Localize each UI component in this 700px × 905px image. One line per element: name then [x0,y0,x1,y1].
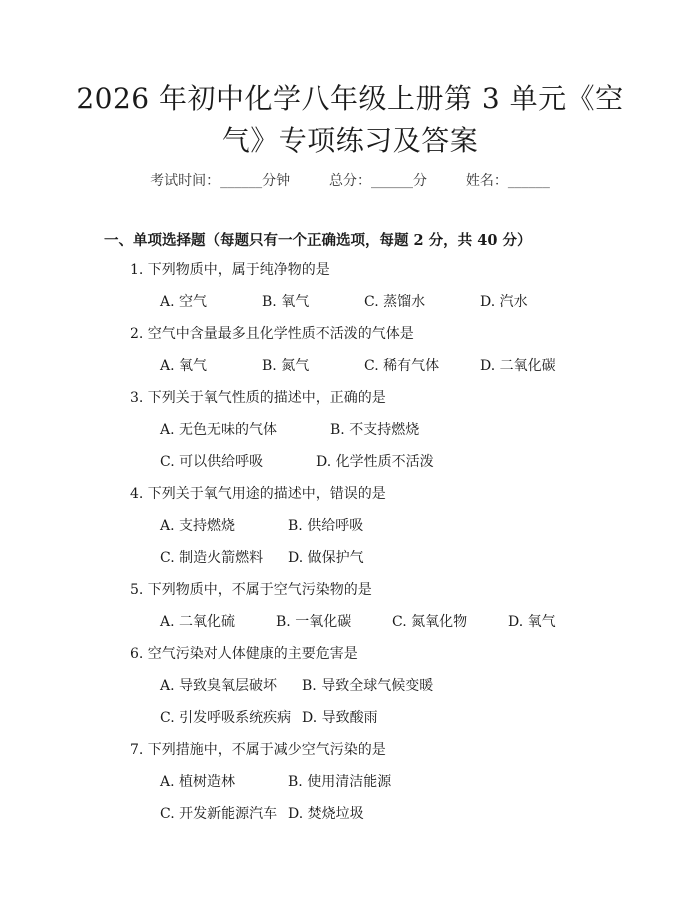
q4-option-c: C. 制造火箭燃料 [160,550,264,566]
total-score: 总分：______分 [329,173,427,189]
q7-option-c: C. 开发新能源汽车 [160,806,278,822]
q3-option-a: A. 无色无味的气体 [160,422,278,438]
question-6: 6. 空气污染对人体健康的主要危害是 [130,646,358,662]
document-title [60,78,640,162]
q2-option-d: D. 二氧化碳 [480,358,556,374]
question-1: 1. 下列物质中，属于纯净物的是 [130,262,330,278]
title-line-2: 气》专项练习及答案 [221,124,479,157]
q7-option-a: A. 植树造林 [160,774,236,790]
title-line-1: 2026 年初中化学八年级上册第 3 单元《空 [76,82,624,115]
q3-option-c: C. 可以供给呼吸 [160,454,264,470]
question-4: 4. 下列关于氧气用途的描述中，错误的是 [130,486,386,502]
q4-option-d: D. 做保护气 [288,550,364,566]
q1-option-b: B. 氧气 [262,294,310,310]
q7-option-b: B. 使用清洁能源 [288,774,392,790]
q2-option-c: C. 稀有气体 [364,358,440,374]
q1-option-d: D. 汽水 [480,294,528,310]
q5-option-b: B. 一氧化碳 [276,614,352,630]
q5-option-d: D. 氧气 [508,614,556,630]
q6-option-c: C. 引发呼吸系统疾病 [160,710,292,726]
exam-time: 考试时间：______分钟 [150,173,291,189]
question-7: 7. 下列措施中，不属于减少空气污染的是 [130,742,386,758]
section-header: 一、单项选择题（每题只有一个正确选项，每题 2 分，共 40 分） [104,232,532,249]
question-2: 2. 空气中含量最多且化学性质不活泼的气体是 [130,326,414,342]
q2-option-a: A. 氧气 [160,358,208,374]
q5-option-c: C. 氮氧化物 [392,614,468,630]
q4-option-a: A. 支持燃烧 [160,518,236,534]
q6-option-d: D. 导致酸雨 [302,710,378,726]
q4-option-b: B. 供给呼吸 [288,518,364,534]
q1-option-a: A. 空气 [160,294,208,310]
exam-meta [0,170,700,190]
q6-option-a: A. 导致臭氧层破坏 [160,678,278,694]
student-name: 姓名：______ [465,173,550,189]
q3-option-b: B. 不支持燃烧 [330,422,420,438]
q2-option-b: B. 氮气 [262,358,310,374]
q1-option-c: C. 蒸馏水 [364,294,426,310]
q7-option-d: D. 焚烧垃圾 [288,806,364,822]
q6-option-b: B. 导致全球气候变暖 [302,678,434,694]
question-3: 3. 下列关于氧气性质的描述中，正确的是 [130,390,386,406]
q3-option-d: D. 化学性质不活泼 [316,454,434,470]
question-5: 5. 下列物质中，不属于空气污染物的是 [130,582,372,598]
q5-option-a: A. 二氧化硫 [160,614,236,630]
